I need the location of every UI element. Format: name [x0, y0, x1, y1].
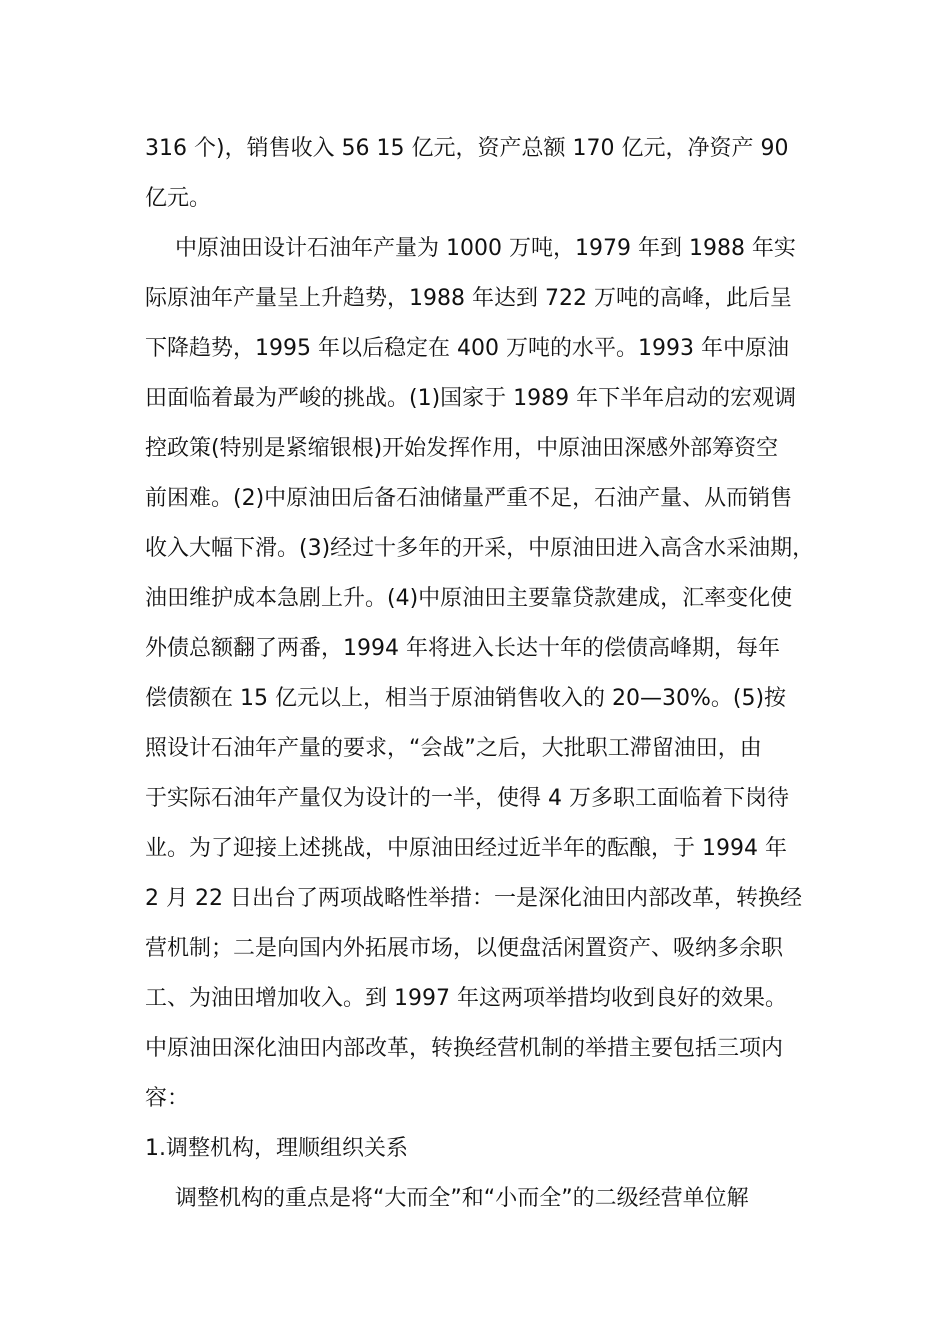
text-line-12: 偿债额在 15 亿元以上，相当于原油销售收入的 20—30%。(5)按: [145, 686, 787, 711]
text-line-2: 亿元。: [145, 186, 212, 211]
text-line-18: 工、为油田增加收入。到 1997 年这两项举措均收到良好的效果。: [145, 986, 787, 1011]
text-line-19: 中原油田深化油田内部改革，转换经营机制的举措主要包括三项内: [145, 1036, 784, 1061]
text-line-1: 316 个)，销售收入 56 15 亿元，资产总额 170 亿元，净资产 90: [145, 136, 789, 161]
text-line-4: 际原油年产量呈上升趋势，1988 年达到 722 万吨的高峰，此后呈: [145, 286, 792, 311]
text-line-16: 2 月 22 日出台了两项战略性举措：一是深化油田内部改革，转换经: [145, 886, 802, 911]
text-line-9: 收入大幅下滑。(3)经过十多年的开采，中原油田进入高含水采油期，: [145, 536, 815, 561]
body-text: [145, 124, 845, 1224]
text-line-7: 控政策(特别是紧缩银根)开始发挥作用，中原油田深感外部筹资空: [145, 436, 779, 461]
text-line-22: 调整机构的重点是将“大而全”和“小而全”的二级经营单位解: [175, 1186, 749, 1211]
text-line-20: 容：: [145, 1086, 190, 1111]
text-line-8: 前困难。(2)中原油田后备石油储量严重不足，石油产量、从而销售: [145, 486, 793, 511]
text-line-14: 于实际石油年产量仅为设计的一半，使得 4 万多职工面临着下岗待: [145, 786, 789, 811]
text-line-13: 照设计石油年产量的要求，“会战”之后，大批职工滞留油田，由: [145, 736, 762, 761]
text-line-6: 田面临着最为严峻的挑战。(1)国家于 1989 年下半年启动的宏观调: [145, 386, 797, 411]
text-line-11: 外债总额翻了两番，1994 年将进入长达十年的偿债高峰期，每年: [145, 636, 780, 661]
text-line-3: 中原油田设计石油年产量为 1000 万吨，1979 年到 1988 年实: [175, 236, 796, 261]
text-line-5: 下降趋势，1995 年以后稳定在 400 万吨的水平。1993 年中原油: [145, 336, 789, 361]
text-line-17: 营机制；二是向国内外拓展市场，以便盘活闲置资产、吸纳多余职: [145, 936, 784, 961]
text-line-10: 油田维护成本急剧上升。(4)中原油田主要靠贷款建成，汇率变化使: [145, 586, 793, 611]
section-heading: 1.调整机构，理顺组织关系: [145, 1136, 408, 1161]
text-line-15: 业。为了迎接上述挑战，中原油田经过近半年的酝酿，于 1994 年: [145, 836, 787, 861]
